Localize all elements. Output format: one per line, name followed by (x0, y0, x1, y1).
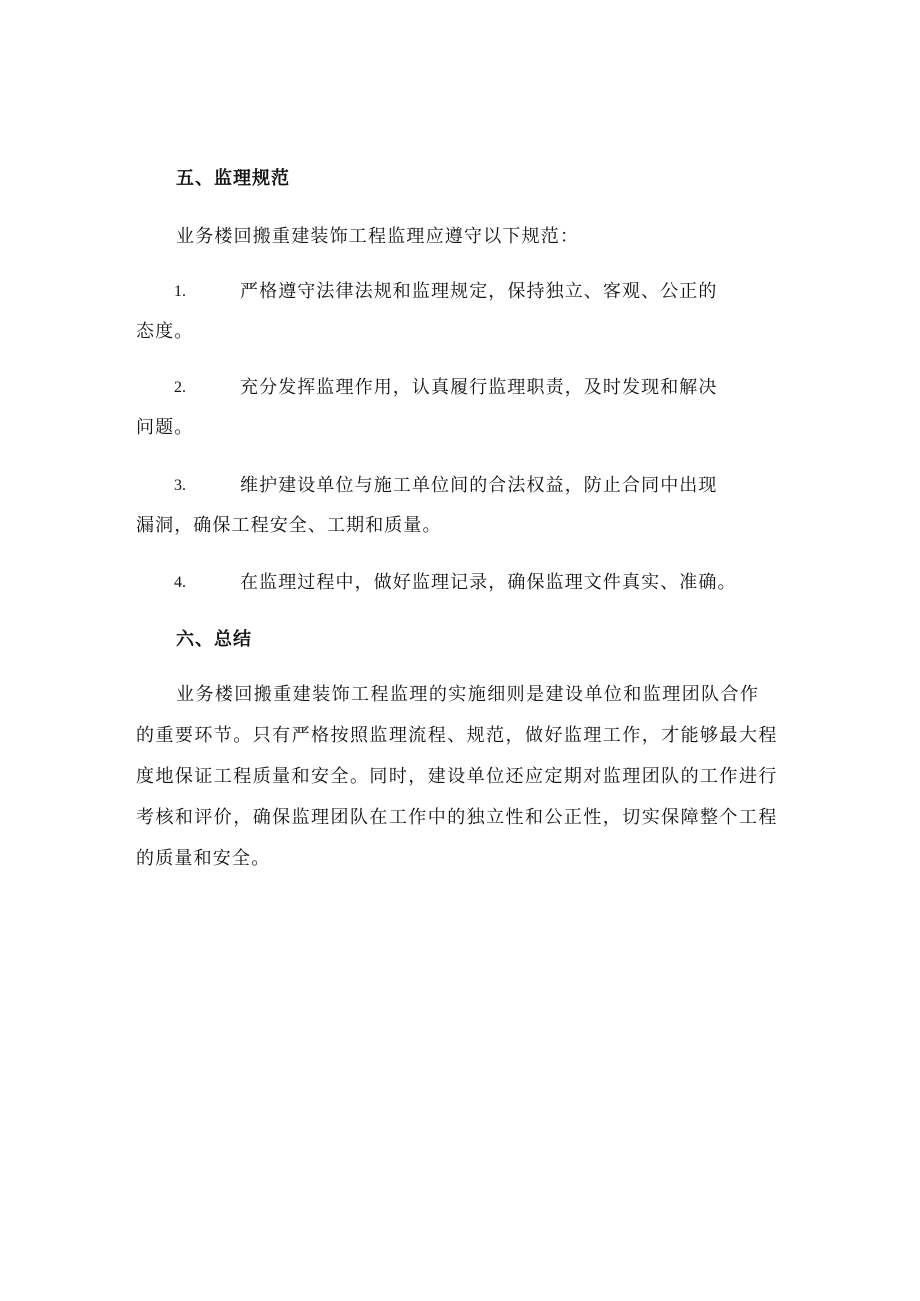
list-item-number: 4. (174, 574, 186, 591)
list-item-number: 2. (174, 379, 186, 396)
paragraph-line: 业务楼回搬重建装饰工程监理的实施细则是建设单位和监理团队合作 (176, 684, 760, 705)
list-item-text-continued: 问题。 (136, 417, 194, 438)
paragraph-line: 度地保证工程质量和安全。同时，建设单位还应定期对监理团队的工作进行 (136, 766, 778, 787)
section-heading-5: 五、监理规范 (176, 168, 290, 189)
list-item-text-continued: 漏洞，确保工程安全、工期和质量。 (136, 515, 442, 536)
list-item-text: 充分发挥监理作用，认真履行监理职责，及时发现和解决 (240, 377, 718, 398)
list-item-text: 在监理过程中，做好监理记录，确保监理文件真实、准确。 (240, 572, 737, 593)
paragraph-line: 的质量和安全。 (136, 848, 271, 869)
summary-paragraph (136, 683, 800, 888)
list-item-text: 严格遵守法律法规和监理规定，保持独立、客观、公正的 (240, 281, 718, 302)
list-item-text: 维护建设单位与施工单位间的合法权益，防止合同中出现 (240, 475, 718, 496)
paragraph-line: 考核和评价，确保监理团队在工作中的独立性和公正性，切实保障整个工程 (136, 807, 778, 828)
list-item-number: 1. (174, 283, 186, 300)
list-item-text-continued: 态度。 (136, 321, 194, 342)
section-intro: 业务楼回搬重建装饰工程监理应遵守以下规范： (176, 226, 580, 247)
section-heading-6: 六、总结 (176, 629, 252, 650)
list-item-number: 3. (174, 477, 186, 494)
paragraph-line: 的重要环节。只有严格按照监理流程、规范，做好监理工作，才能够最大程 (136, 725, 778, 746)
